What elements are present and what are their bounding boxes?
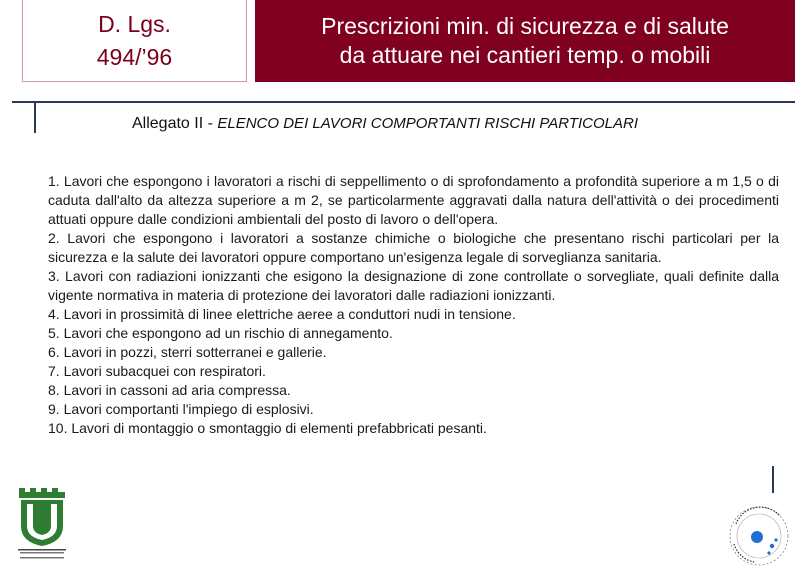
list-item: 5. Lavori che espongono ad un rischio di annegamento. <box>48 325 393 341</box>
list-item: 1. Lavori che espongono i lavoratori a rischi di seppellimento o di sprofondamento a profondità superiore a m 1,5 o di caduta dall'alto da altezza superiore a m 2, se particolarmente aggravati dalla natura dell'attività o dei procedimenti attuati oppure dalle condizioni ambientali del posto di lavoro o dell'opera. <box>48 173 779 227</box>
works-list <box>48 172 779 438</box>
right-divider-tick <box>772 466 774 493</box>
list-item: 8. Lavori in cassoni ad aria compressa. <box>48 382 291 398</box>
university-logo <box>16 488 68 564</box>
list-item: 2. Lavori che espongono i lavoratori a sostanze chimiche o biologiche che presentano rischi particolari per la sicurezza e la salute dei lavoratori oppure comportano un'esigenza legale di sorveglianza sanitaria. <box>48 230 779 265</box>
list-item: 7. Lavori subacquei con respiratori. <box>48 363 266 379</box>
header-title-box <box>255 0 795 82</box>
header-title-line2: da attuare nei cantieri temp. o mobili <box>339 42 711 68</box>
left-divider-tick <box>34 103 36 133</box>
section-heading-title: ELENCO DEI LAVORI COMPORTANTI RISCHI PARTICOLARI <box>217 115 639 132</box>
top-divider <box>12 101 795 103</box>
list-item: 10. Lavori di montaggio o smontaggio di elementi prefabbricati pesanti. <box>48 420 487 436</box>
header-left-line2: 494/’96 <box>96 43 173 70</box>
list-item: 6. Lavori in pozzi, sterri sotterranei e gallerie. <box>48 344 327 360</box>
list-item: 4. Lavori in prossimità di linee elettriche aeree a conduttori nudi in tensione. <box>48 306 516 322</box>
header-left-line1: D. Lgs. <box>98 10 171 37</box>
header-title-line1: Prescrizioni min. di sicurezza e di salute <box>321 13 729 39</box>
list-item: 9. Lavori comportanti l'impiego di esplosivi. <box>48 401 314 417</box>
header-left-box <box>22 0 247 82</box>
circular-seal-icon <box>724 500 794 568</box>
section-heading <box>132 115 792 133</box>
circular-seal-logo <box>724 500 794 568</box>
list-item: 3. Lavori con radiazioni ionizzanti che esigono la designazione di zone controllate o sorvegliate, quali definite dalla vigente normativa in materia di protezione dei lavoratori dalle radiazioni ionizzanti. <box>48 268 779 303</box>
university-logo-icon <box>16 488 68 564</box>
section-heading-lead: Allegato II - <box>132 115 218 132</box>
